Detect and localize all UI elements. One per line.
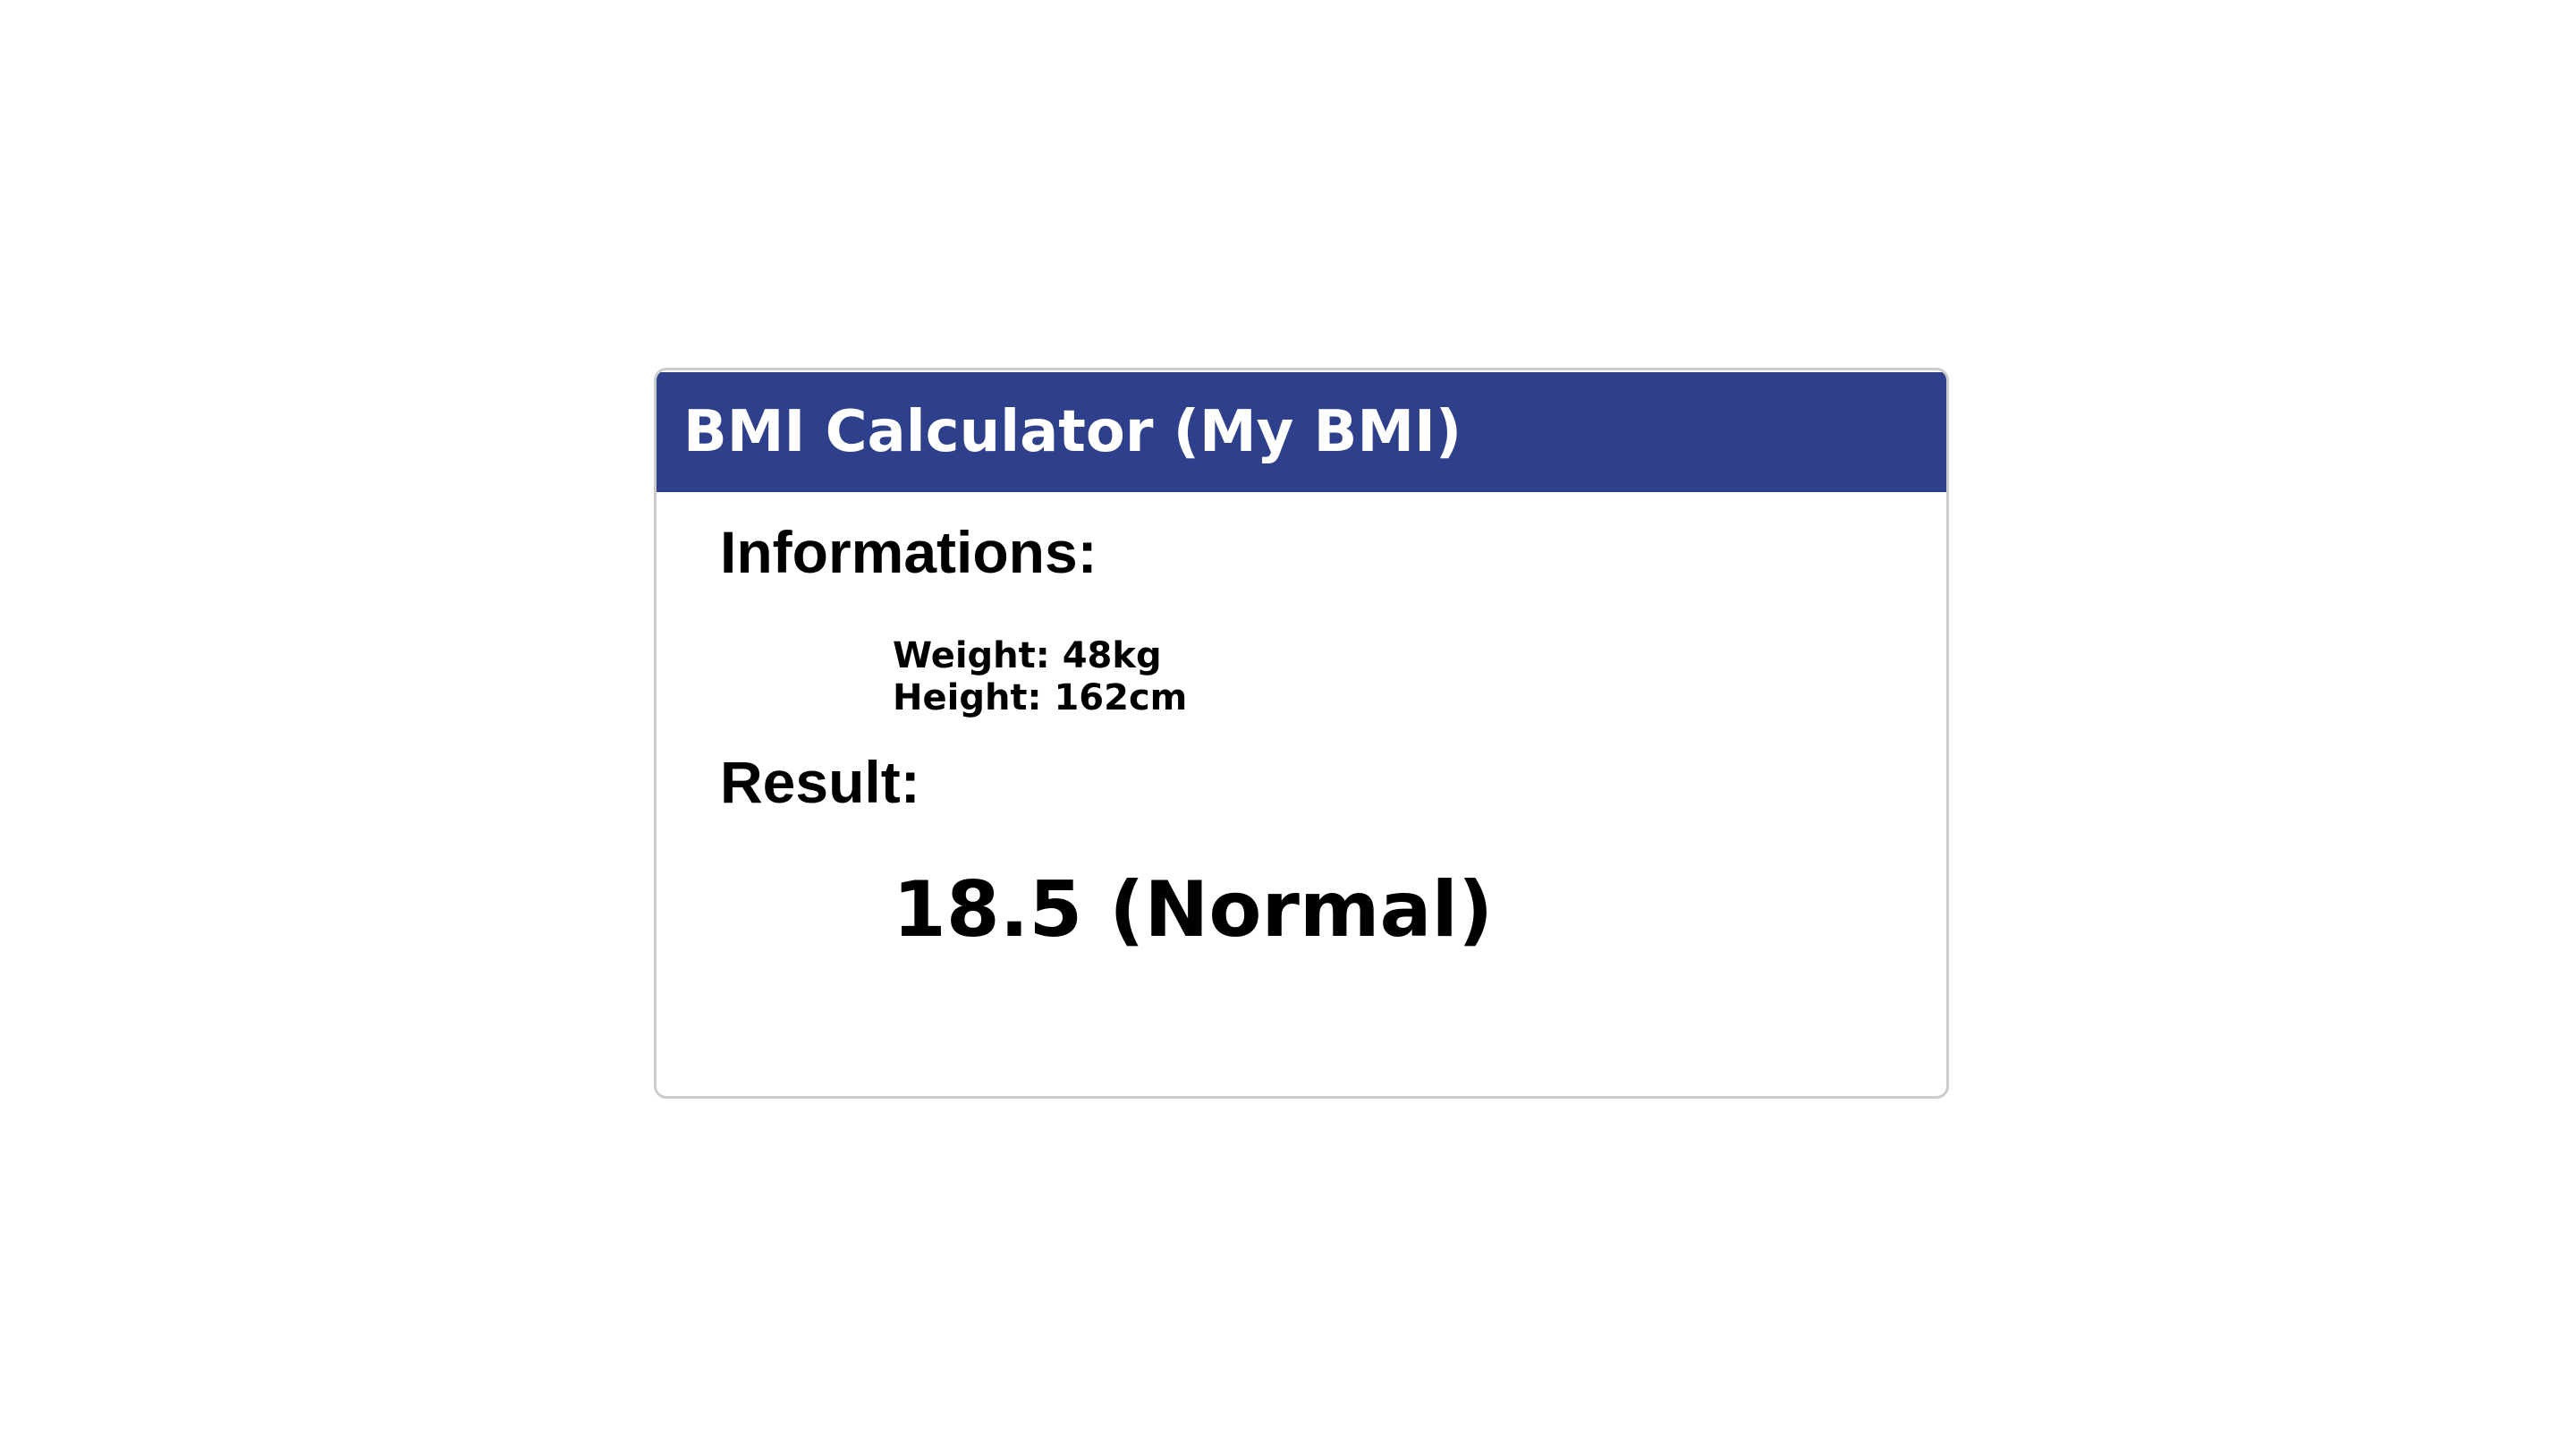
card-header <box>657 372 1946 492</box>
bmi-calculator-card <box>654 368 1949 1099</box>
page-title: BMI Calculator (My BMI) <box>683 399 1462 465</box>
bmi-result-value: 18.5 (Normal) <box>893 865 1494 955</box>
weight-value: Weight: 48kg <box>893 635 1162 676</box>
height-value: Height: 162cm <box>893 677 1188 718</box>
result-heading: Result: <box>720 749 920 815</box>
info-list <box>893 635 1187 719</box>
informations-heading: Informations: <box>720 519 1097 585</box>
